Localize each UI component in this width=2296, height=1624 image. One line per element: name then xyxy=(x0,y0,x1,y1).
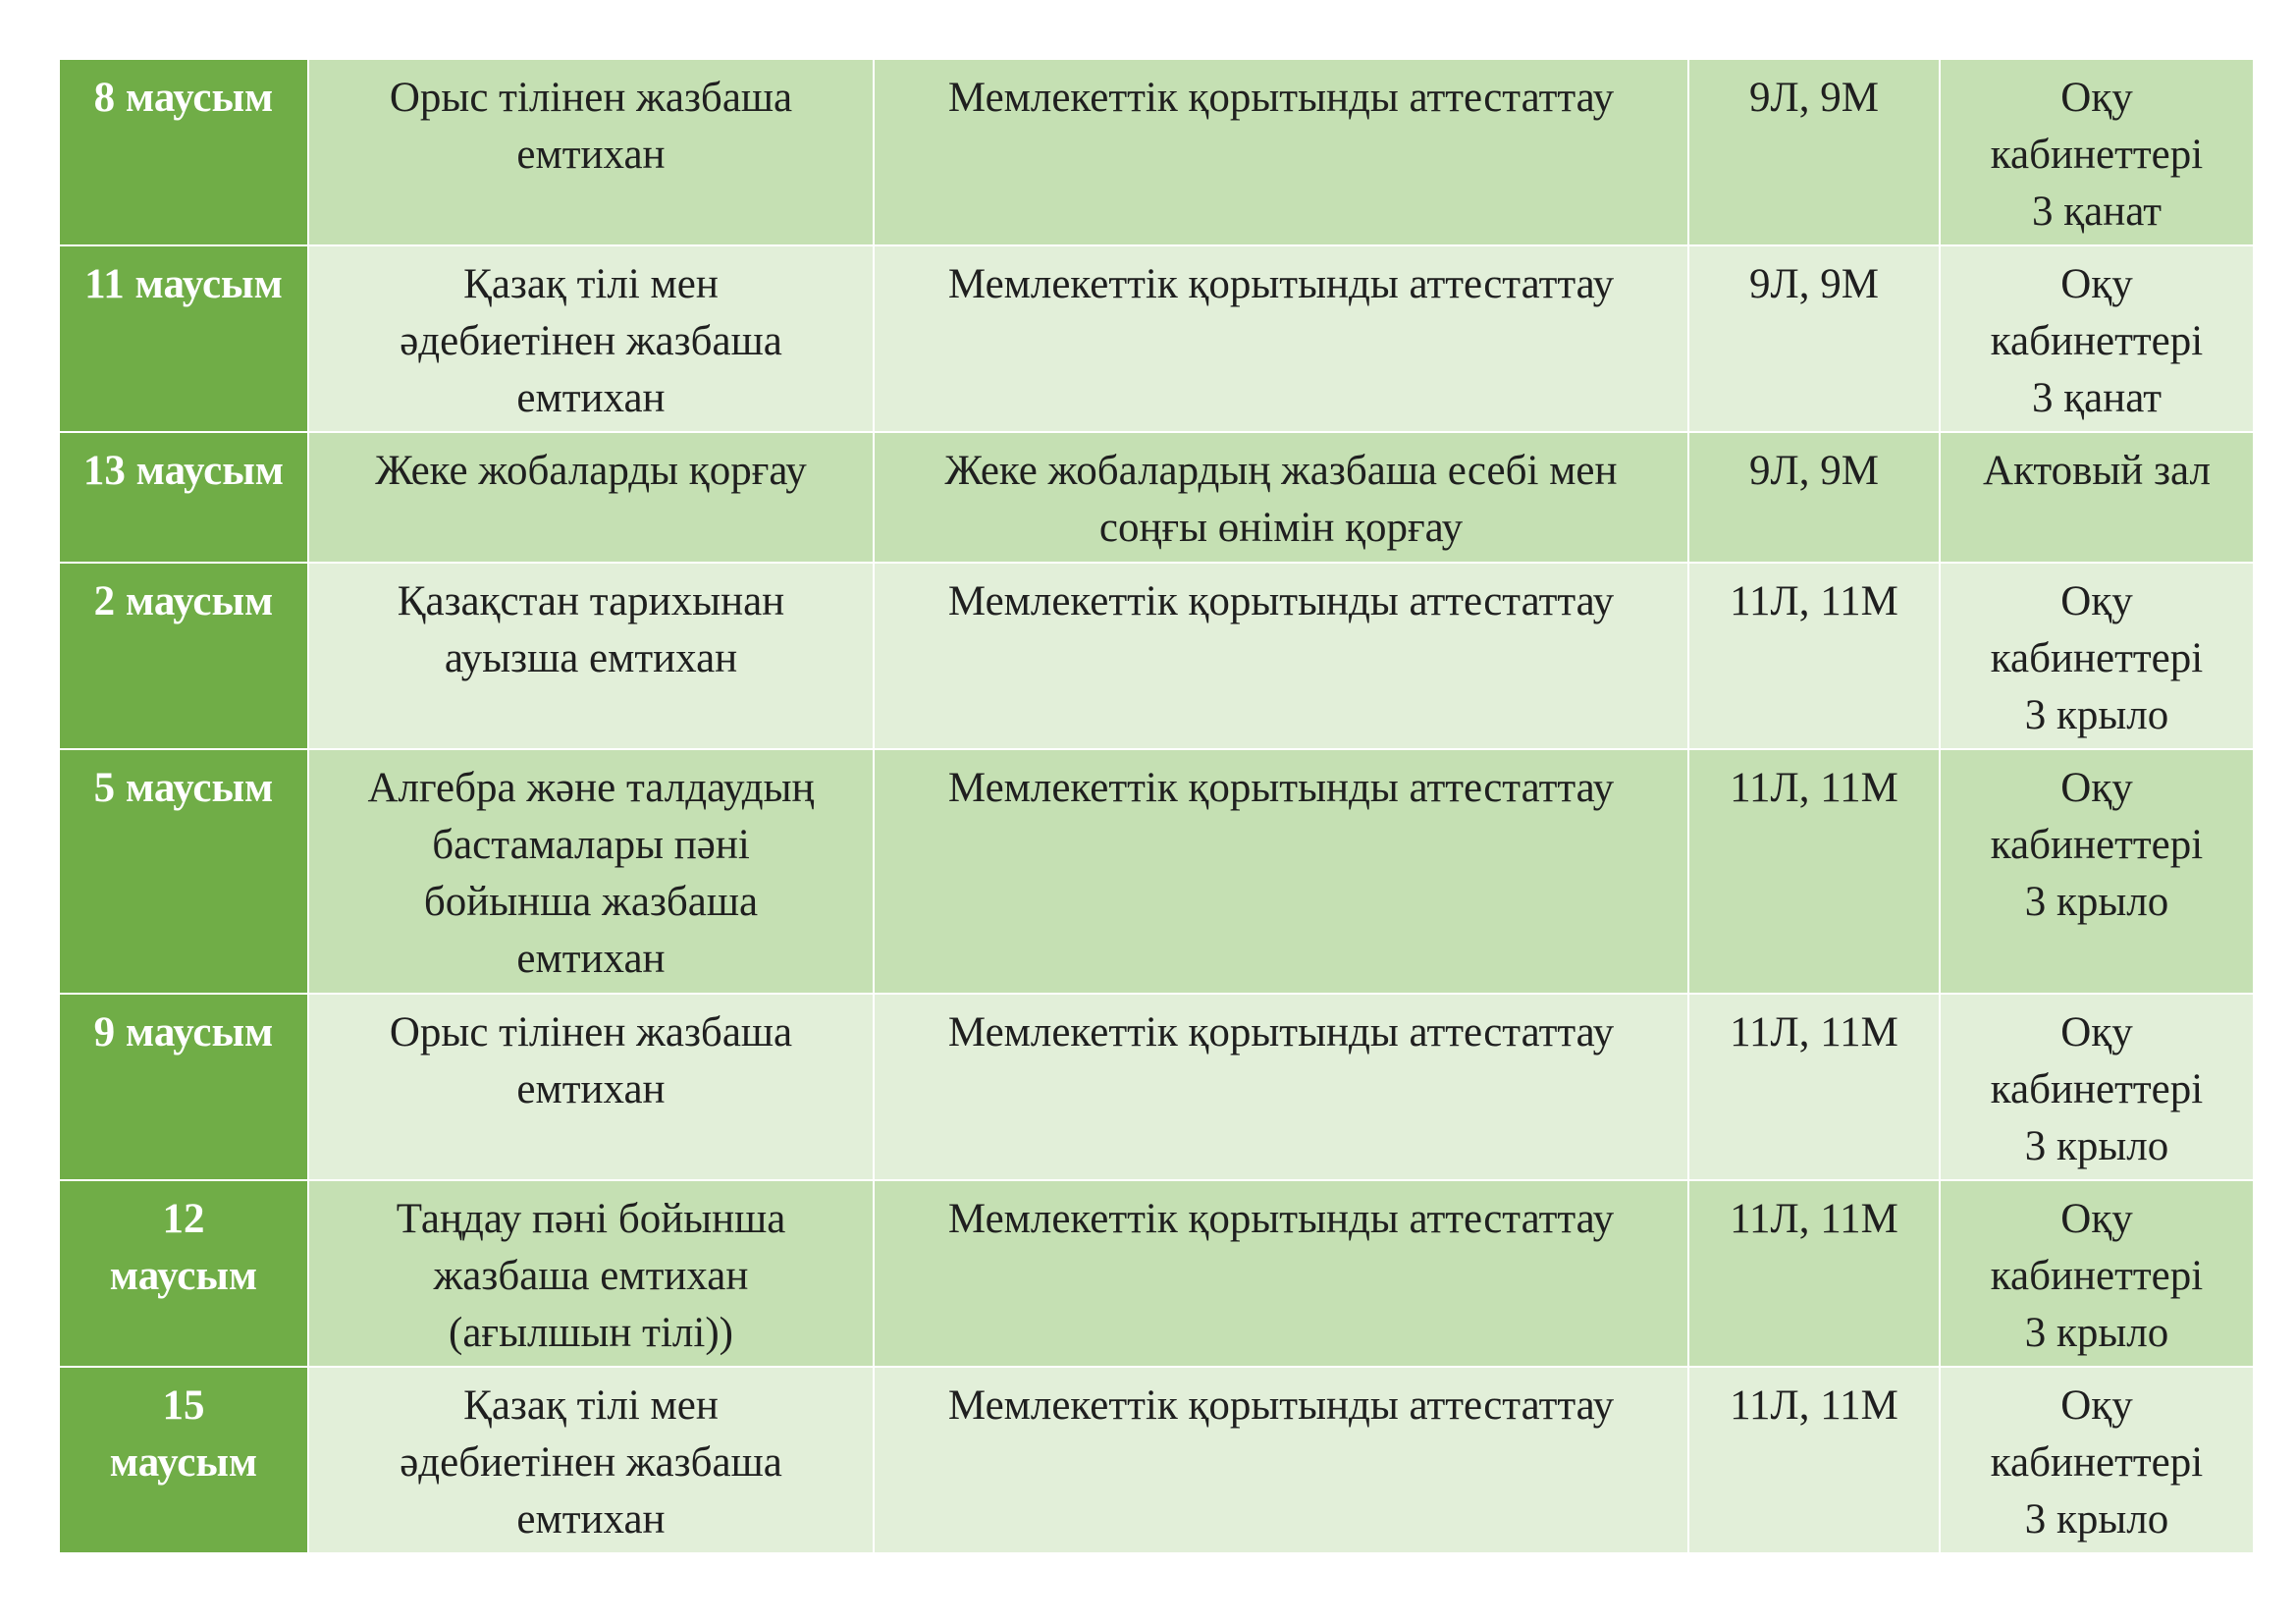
exam-subject-line: (ағылшын тілі)) xyxy=(449,1310,733,1356)
exam-classes-value: 9Л, 9М xyxy=(1749,261,1879,307)
exam-date-cell xyxy=(59,563,308,749)
exam-subject-line: Орыс тілінен жазбаша xyxy=(389,1009,793,1056)
table-row xyxy=(59,432,2254,563)
exam-subject-line: емтихан xyxy=(516,132,666,178)
table-row xyxy=(59,1367,2254,1553)
exam-place-line: кабинеттері xyxy=(1990,635,2204,681)
exam-subject-line: Таңдау пәні бойынша xyxy=(396,1196,786,1242)
exam-place-line: Оқу xyxy=(2060,75,2133,121)
exam-type-line: Мемлекеттік қорытынды аттестаттау xyxy=(947,1196,1615,1242)
exam-place-cell xyxy=(1940,432,2254,563)
exam-subject-cell xyxy=(308,432,874,563)
exam-date-line: 13 маусым xyxy=(82,448,285,494)
exam-classes-cell xyxy=(1688,432,1940,563)
exam-place-line: кабинеттері xyxy=(1990,132,2204,178)
exam-classes-value: 11Л, 11М xyxy=(1730,578,1898,624)
exam-classes-cell xyxy=(1688,1367,1940,1553)
exam-place-line: Оқу xyxy=(2060,1009,2133,1056)
exam-place-line: кабинеттері xyxy=(1990,1439,2204,1486)
exam-place-cell xyxy=(1940,749,2254,994)
table-row xyxy=(59,563,2254,749)
exam-classes-cell xyxy=(1688,749,1940,994)
exam-place-line: Оқу xyxy=(2060,261,2133,307)
table-row xyxy=(59,1180,2254,1367)
exam-subject-cell xyxy=(308,563,874,749)
exam-place-line: Оқу xyxy=(2060,578,2133,624)
exam-date-line: 9 маусым xyxy=(93,1009,274,1056)
exam-type-cell xyxy=(874,1180,1688,1367)
exam-subject-cell xyxy=(308,749,874,994)
exam-date-cell xyxy=(59,994,308,1180)
exam-subject-line: әдебиетінен жазбаша xyxy=(400,1439,782,1486)
exam-place-line: Оқу xyxy=(2060,1382,2133,1429)
exam-subject-cell xyxy=(308,1367,874,1553)
exam-classes-cell xyxy=(1688,59,1940,245)
exam-type-cell xyxy=(874,245,1688,432)
exam-subject-line: Қазақстан тарихынан xyxy=(397,578,785,624)
exam-classes-value: 11Л, 11М xyxy=(1730,1009,1898,1056)
exam-type-cell xyxy=(874,749,1688,994)
exam-subject-line: Орыс тілінен жазбаша xyxy=(389,75,793,121)
table-row xyxy=(59,994,2254,1180)
exam-date-cell xyxy=(59,59,308,245)
exam-classes-cell xyxy=(1688,563,1940,749)
exam-type-cell xyxy=(874,432,1688,563)
exam-place-line: кабинеттері xyxy=(1990,1066,2204,1112)
exam-date-cell xyxy=(59,1367,308,1553)
exam-classes-cell xyxy=(1688,1180,1940,1367)
exam-subject-cell xyxy=(308,245,874,432)
exam-subject-line: емтихан xyxy=(516,936,666,982)
exam-type-cell xyxy=(874,994,1688,1180)
exam-place-line: 3 крыло xyxy=(2024,1496,2169,1543)
exam-place-cell xyxy=(1940,1180,2254,1367)
exam-place-cell xyxy=(1940,59,2254,245)
exam-place-line: кабинеттері xyxy=(1990,822,2204,868)
exam-subject-line: Қазақ тілі мен xyxy=(463,1382,719,1429)
exam-date-line: 5 маусым xyxy=(93,765,274,811)
exam-subject-line: Жеке жобаларды қорғау xyxy=(375,448,807,494)
exam-classes-value: 11Л, 11М xyxy=(1730,1382,1898,1429)
exam-classes-cell xyxy=(1688,994,1940,1180)
exam-subject-line: жазбаша емтихан xyxy=(433,1253,749,1299)
exam-date-cell xyxy=(59,749,308,994)
exam-place-cell xyxy=(1940,245,2254,432)
exam-place-line: Актовый зал xyxy=(1983,448,2211,494)
exam-subject-line: әдебиетінен жазбаша xyxy=(400,318,782,364)
exam-date-line: 12 xyxy=(162,1196,205,1242)
exam-type-line: Мемлекеттік қорытынды аттестаттау xyxy=(947,261,1615,307)
exam-place-line: кабинеттері xyxy=(1990,318,2204,364)
exam-subject-cell xyxy=(308,994,874,1180)
exam-schedule-table xyxy=(58,58,2255,1554)
exam-date-line: 2 маусым xyxy=(93,578,274,624)
exam-place-line: 3 крыло xyxy=(2024,692,2169,738)
exam-subject-line: емтихан xyxy=(516,1496,666,1543)
exam-place-line: Оқу xyxy=(2060,765,2133,811)
exam-date-line: 11 маусым xyxy=(84,261,283,307)
exam-date-line: маусым xyxy=(109,1439,258,1486)
exam-type-line: Жеке жобалардың жазбаша есебі мен xyxy=(944,448,1618,494)
exam-type-line: Мемлекеттік қорытынды аттестаттау xyxy=(947,765,1615,811)
exam-place-cell xyxy=(1940,563,2254,749)
exam-date-cell xyxy=(59,1180,308,1367)
exam-type-cell xyxy=(874,1367,1688,1553)
table-row xyxy=(59,749,2254,994)
exam-type-cell xyxy=(874,563,1688,749)
exam-place-line: кабинеттері xyxy=(1990,1253,2204,1299)
exam-subject-line: Қазақ тілі мен xyxy=(463,261,719,307)
exam-type-line: Мемлекеттік қорытынды аттестаттау xyxy=(947,75,1615,121)
exam-subject-line: бастамалары пәні xyxy=(432,822,750,868)
exam-type-line: Мемлекеттік қорытынды аттестаттау xyxy=(947,1009,1615,1056)
exam-subject-line: Алгебра және талдаудың xyxy=(367,765,815,811)
exam-subject-cell xyxy=(308,1180,874,1367)
exam-date-cell xyxy=(59,432,308,563)
exam-date-line: 15 xyxy=(162,1382,205,1429)
exam-place-line: Оқу xyxy=(2060,1196,2133,1242)
exam-subject-line: емтихан xyxy=(516,375,666,421)
exam-type-line: Мемлекеттік қорытынды аттестаттау xyxy=(947,1382,1615,1429)
exam-type-line: соңғы өнімін қорғау xyxy=(1098,505,1464,551)
exam-place-cell xyxy=(1940,994,2254,1180)
exam-classes-value: 9Л, 9М xyxy=(1749,448,1879,494)
exam-place-line: 3 қанат xyxy=(2031,375,2162,421)
exam-type-cell xyxy=(874,59,1688,245)
exam-classes-value: 9Л, 9М xyxy=(1749,75,1879,121)
exam-date-line: 8 маусым xyxy=(93,75,274,121)
exam-place-line: 3 крыло xyxy=(2024,1123,2169,1169)
exam-place-line: 3 крыло xyxy=(2024,1310,2169,1356)
exam-classes-value: 11Л, 11М xyxy=(1730,765,1898,811)
exam-place-line: 3 крыло xyxy=(2024,879,2169,925)
exam-date-line: маусым xyxy=(109,1253,258,1299)
table-row xyxy=(59,245,2254,432)
exam-subject-line: емтихан xyxy=(516,1066,666,1112)
exam-subject-line: бойынша жазбаша xyxy=(423,879,759,925)
exam-place-line: 3 қанат xyxy=(2031,189,2162,235)
exam-classes-value: 11Л, 11М xyxy=(1730,1196,1898,1242)
exam-type-line: Мемлекеттік қорытынды аттестаттау xyxy=(947,578,1615,624)
exam-subject-cell xyxy=(308,59,874,245)
exam-place-cell xyxy=(1940,1367,2254,1553)
exam-subject-line: ауызша емтихан xyxy=(444,635,738,681)
exam-classes-cell xyxy=(1688,245,1940,432)
table-row xyxy=(59,59,2254,245)
exam-date-cell xyxy=(59,245,308,432)
